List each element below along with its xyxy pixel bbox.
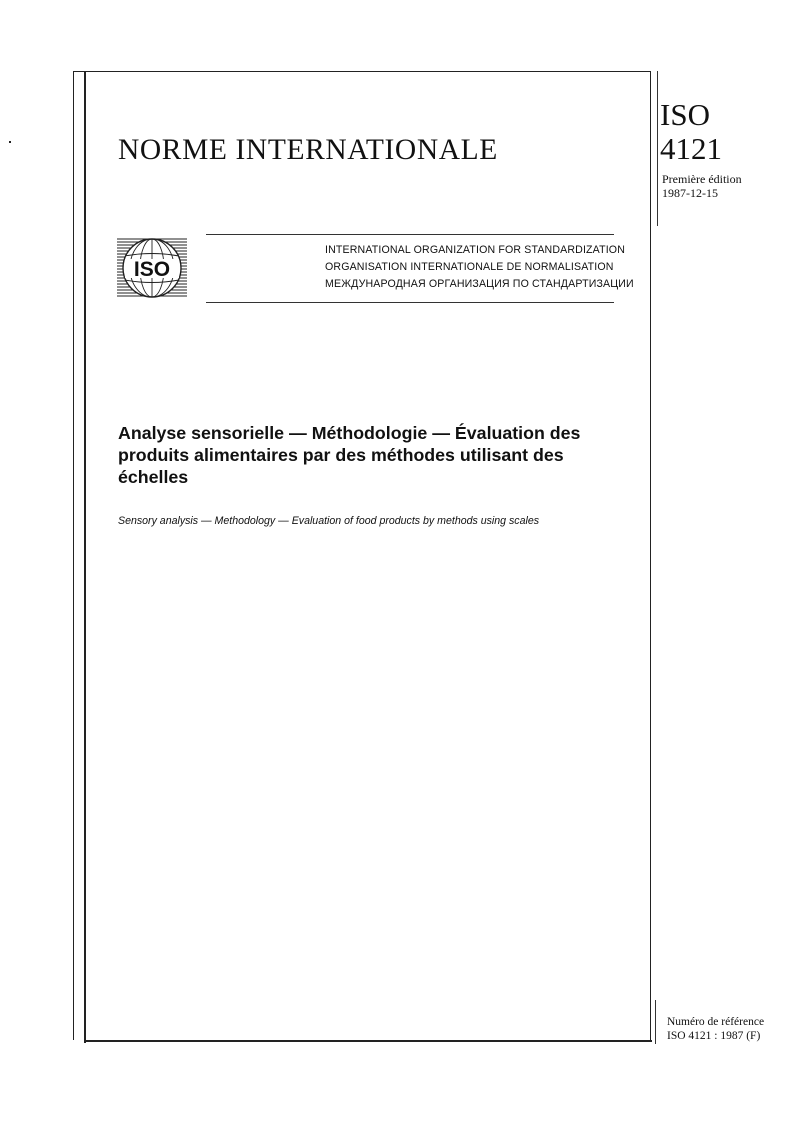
standard-prefix: ISO (660, 97, 710, 132)
org-rule-bottom (206, 302, 614, 303)
reference-value: ISO 4121 : 1987 (F) (667, 1030, 761, 1042)
standard-edition: Première édition (662, 172, 742, 186)
document-title-line: produits alimentaires par des méthodes utilisant des (118, 445, 564, 465)
iso-logo-icon (117, 236, 187, 300)
page-title: NORME INTERNATIONALE (118, 134, 498, 166)
org-name-english: INTERNATIONAL ORGANIZATION FOR STANDARDIZATION (325, 244, 626, 256)
margin-rule-bottom (655, 1000, 656, 1044)
logo-text: ISO (133, 258, 171, 281)
org-name-french: ORGANISATION INTERNATIONALE DE NORMALISATION (325, 261, 614, 273)
org-rule-top (206, 234, 614, 235)
stray-mark (9, 141, 11, 143)
standard-date: 1987-12-15 (662, 186, 718, 200)
frame-inner-left-rule (84, 71, 86, 1043)
reference-label: Numéro de référence (667, 1016, 765, 1028)
document-title (118, 422, 628, 488)
document-subtitle: Sensory analysis — Methodology — Evaluation of food products by methods using scales (118, 515, 540, 527)
margin-rule-top (657, 71, 658, 226)
frame-bottom-rule (84, 1040, 652, 1042)
standard-number: 4121 (660, 131, 722, 166)
document-title-line: Analyse sensorielle — Méthodologie — Évaluation des (118, 423, 581, 443)
page-frame (73, 71, 651, 1040)
document-title-line: échelles (118, 467, 189, 487)
org-name-russian: МЕЖДУНАРОДНАЯ ОРГАНИЗАЦИЯ ПО СТАНДАРТИЗАЦИИ (325, 278, 634, 290)
